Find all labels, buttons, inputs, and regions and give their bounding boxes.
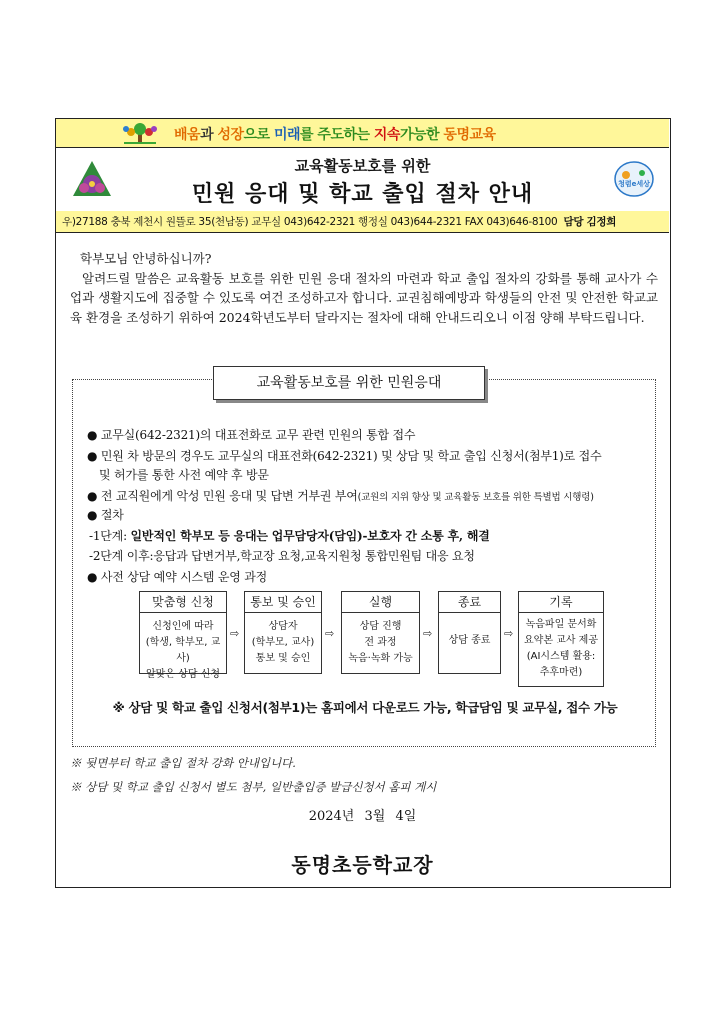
flow-step-approval	[244, 591, 322, 674]
address-text: 우)27188 충북 제천시 원뜰로 35(천남동) 교무실 043)642-2321 행정실 043)644-2321 FAX 043)646-8100	[62, 216, 558, 228]
slogan-part: 지속	[373, 127, 400, 143]
slogan-part: 가능한	[399, 127, 444, 143]
flow-step-line: 요약본 교사 제공	[524, 635, 598, 646]
flow-step-head: 통보 및 승인	[245, 592, 321, 613]
flow-step-line: (학부모, 교사)	[251, 637, 315, 648]
flow-step-line: 전 과정	[364, 637, 397, 648]
flow-step-line: 녹음·녹화 가능	[348, 653, 413, 664]
flow-step-execute	[341, 591, 420, 674]
flow-step-end	[438, 591, 501, 674]
bullet-visit-reservation: ● 민원 차 방문의 경우도 교무실의 대표전화(642-2321) 및 상담 및 학교 출입 신청서(첨부1)로 접수	[87, 449, 602, 463]
intro-body-text: 알려드릴 말씀은 교육활동 보호를 위한 민원 응대 절차의 마련과 학교 출입 절차의 강화를 통해 교사가 수업과 생활지도에 집중할 수 있도록 여건 조성하고자 합니다. 교권침해예방과 학생들의 안전 및 안전한 학교교육 환경을 조성하기 위하여 2024학년도부터 달라지는 절차에 대해 안내드리오니 이점 양해 부탁드립니다.	[70, 270, 658, 325]
notice-frame	[55, 118, 671, 888]
greeting-text: 학부모님 안녕하십니까?	[80, 251, 212, 266]
flow-step-line: 신청인에 따라	[152, 621, 214, 632]
flow-step-head: 기록	[519, 592, 603, 613]
slogan-part: 동명교육	[443, 127, 496, 143]
flow-step-line: 알맞은 상담 신청	[146, 669, 220, 680]
flow-arrow-icon: ⇨	[325, 627, 335, 640]
flow-step-head: 종료	[439, 592, 500, 613]
procedure-step2: -2단계 이후:응답과 답변거부,학교장 요청,교육지원청 통합민원팀 대응 요청	[89, 549, 475, 563]
flow-step-head: 실행	[342, 592, 419, 613]
bullet-refusal-note: (교원의 지위 향상 및 교육활동 보호를 위한 특별법 시행령)	[357, 492, 594, 503]
document-subtitle: 교육활동보호를 위한	[294, 157, 431, 175]
svg-text:청렴e세상: 청렴e세상	[618, 180, 650, 188]
signer-name: 동명초등학교장	[291, 853, 434, 877]
bullet-integrated-intake: ● 교무실(642-2321)의 대표전화로 교무 관련 민원의 통합 접수	[87, 428, 416, 442]
bullet-procedure: ● 절차	[87, 508, 124, 522]
slogan-part: 성장	[217, 127, 244, 143]
complaint-section-box	[72, 375, 656, 747]
flow-step-line: 상담 진행	[359, 621, 402, 632]
contact-person: 담당 김정희	[563, 216, 617, 228]
download-note: ※ 상담 및 학교 출입 신청서(첨부1)는 홈피에서 다운로드 가능, 학급담임 및 교무실, 접수 가능	[112, 700, 618, 715]
document-title: 민원 응대 및 학교 출입 절차 안내	[191, 182, 534, 207]
bullet-reservation-system: ● 사전 상담 예약 시스템 운영 과정	[87, 570, 268, 584]
flow-step-head: 맞춤형 신청	[140, 592, 226, 613]
slogan-banner	[56, 119, 669, 148]
bullet-refusal-text: ● 전 교직원에게 악성 민원 응대 및 답변 거부권 부여	[87, 489, 358, 503]
intro-paragraph	[70, 249, 658, 327]
step1-prefix: -1단계:	[89, 529, 131, 543]
flow-step-line: 상담 종료	[448, 635, 491, 646]
footnote-back-page: ※ 뒷면부터 학교 출입 절차 강화 안내입니다.	[70, 756, 296, 770]
flow-step-line: (학생, 학부모, 교사)	[145, 637, 221, 664]
slogan-part: 으로	[243, 127, 274, 143]
flow-step-record	[518, 591, 604, 687]
document-header	[56, 147, 669, 212]
integrity-logo-icon	[612, 159, 656, 199]
flow-step-line: 통보 및 승인	[255, 653, 311, 664]
slogan-part: 를 주도하는	[300, 127, 374, 143]
flow-step-line: 추후마련)	[539, 667, 583, 678]
flow-step-line: 상담자	[268, 621, 298, 632]
bullet-refusal-right	[87, 487, 657, 507]
section-title: 교육활동보호를 위한 민원응대	[213, 366, 485, 400]
address-bar	[56, 211, 669, 233]
slogan-text	[174, 124, 496, 144]
flow-step-line: (AI시스템 활용:	[526, 651, 596, 662]
slogan-part: 과	[200, 127, 218, 143]
slogan-part: 미래	[273, 127, 301, 143]
flow-arrow-icon: ⇨	[504, 627, 514, 640]
flow-arrow-icon: ⇨	[230, 627, 240, 640]
flow-step-request	[139, 591, 227, 680]
flow-arrow-icon: ⇨	[423, 627, 433, 640]
flow-step-line: 녹음파일 문서화	[525, 619, 597, 630]
footnote-attachment: ※ 상담 및 학교 출입 신청서 별도 첨부, 일반출입증 발급신청서 홈피 게시	[70, 780, 437, 794]
slogan-part: 배움	[174, 127, 201, 143]
bullet-visit-reservation-cont: 및 허가를 통한 사전 예약 후 방문	[99, 468, 269, 482]
document-date: 2024년 3월 4일	[308, 809, 417, 824]
school-tree-logo-icon	[118, 121, 162, 145]
procedure-step1	[89, 527, 659, 546]
step1-text: 일반적인 학부모 등 응대는 업무담당자(담임)-보호자 간 소통 후, 해결	[130, 529, 490, 543]
